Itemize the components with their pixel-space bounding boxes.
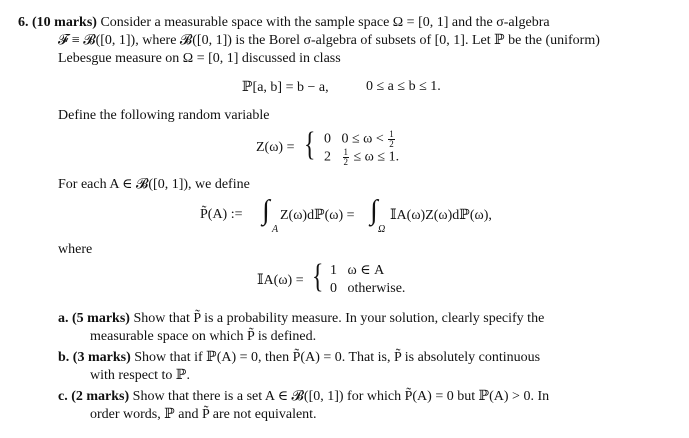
- part-b-line-1: [58, 349, 540, 366]
- part-a-line-1: [58, 310, 544, 327]
- where-text: where: [58, 242, 93, 257]
- integral-sign-2: ∫: [370, 195, 378, 226]
- measure-equation-left: ℙ[a, b] = b − a,: [242, 80, 329, 95]
- z-case-1: [324, 130, 396, 149]
- problem-line-1: [18, 14, 550, 31]
- indicator-case-1-value: 1: [330, 263, 337, 278]
- indicator-case-2: [330, 280, 405, 297]
- z-case-1-value: 0: [324, 131, 331, 147]
- part-b-text-1: Show that if ℙ(A) = 0, then P̃(A) = 0. That is, P̃ is absolutely continuous: [134, 350, 541, 365]
- integral-sign-1: ∫: [262, 195, 270, 226]
- part-c-text-1: Show that there is a set A ∈ 𝓑([0, 1]) for which P̃(A) = 0 but ℙ(A) > 0. In: [132, 389, 550, 404]
- indicator-lhs: 𝕀A(ω) =: [257, 273, 304, 288]
- part-c-text-2: order words, ℙ and P̃ are not equivalent.: [90, 407, 317, 422]
- indicator-case-1-condition: ω ∈ A: [347, 263, 385, 278]
- part-a-label: a.: [58, 311, 69, 326]
- problem-number: 6.: [18, 15, 29, 30]
- indicator-case-2-value: 0: [330, 281, 337, 296]
- measure-equation-right: 0 ≤ a ≤ b ≤ 1.: [366, 79, 441, 94]
- half-fraction-1: $\frac{1}{2}$: [389, 129, 394, 149]
- ptilde-rhs: 𝕀A(ω)Z(ω)dℙ(ω),: [390, 208, 492, 223]
- part-c-line-1: [58, 388, 549, 405]
- integral-sub-a: A: [272, 224, 279, 235]
- z-lhs: Z(ω) =: [256, 140, 295, 155]
- problem-intro-2: 𝓕 ≡ 𝓑([0, 1]), where 𝓑([0, 1]) is the Borel σ-algebra of subsets of [0, 1]. Let ℙ be the (uniform): [58, 33, 600, 48]
- z-case-1-condition: 0 ≤ ω <: [341, 131, 384, 147]
- part-b-label: b.: [58, 350, 70, 365]
- indicator-case-2-condition: otherwise.: [347, 281, 406, 296]
- part-c-label: c.: [58, 389, 68, 404]
- problem-marks: (10 marks): [32, 15, 97, 30]
- problem-intro-1: Consider a measurable space with the sample space Ω = [0, 1] and the σ-algebra: [100, 15, 550, 30]
- part-b-marks: (3 marks): [72, 350, 131, 365]
- part-a-text-1: Show that P̃ is a probability measure. In your solution, clearly specify the: [133, 311, 545, 326]
- z-brace: {: [304, 126, 316, 163]
- half-fraction-2: $\frac{1}{2}$: [343, 147, 348, 167]
- ptilde-mid: Z(ω)dℙ(ω) =: [280, 208, 355, 223]
- z-case-2-condition: ≤ ω ≤ 1.: [353, 149, 400, 165]
- indicator-brace: {: [312, 258, 324, 295]
- define-rv-text: Define the following random variable: [58, 108, 270, 123]
- problem-intro-3: Lebesgue measure on Ω = [0, 1] discussed in class: [58, 51, 341, 66]
- part-b-text-2: with respect to ℙ.: [90, 368, 190, 383]
- part-c-marks: (2 marks): [71, 389, 130, 404]
- part-a-marks: (5 marks): [72, 311, 130, 326]
- z-case-2: [324, 148, 399, 167]
- part-a-text-2: measurable space on which P̃ is defined.: [90, 329, 317, 344]
- for-each-text: For each A ∈ 𝓑([0, 1]), we define: [58, 177, 250, 192]
- ptilde-lhs: P̃(A) :=: [200, 207, 243, 222]
- z-case-2-value: 2: [324, 149, 331, 165]
- indicator-case-1: [330, 262, 384, 279]
- integral-sub-omega: Ω: [378, 224, 386, 235]
